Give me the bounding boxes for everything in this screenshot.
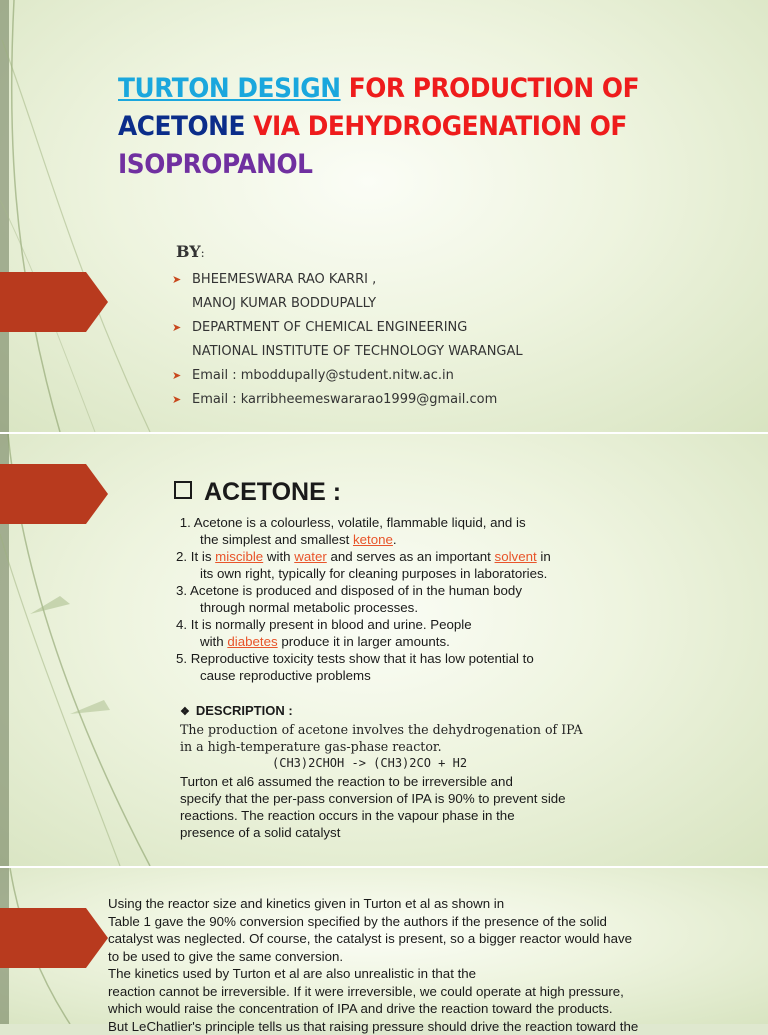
list-item: ➤ DEPARTMENT OF CHEMICAL ENGINEERING: [172, 316, 523, 340]
solvent-link[interactable]: solvent: [494, 549, 537, 564]
list-item: MANOJ KUMAR BODDUPALLY: [192, 296, 377, 311]
list-item: its own right, typically for cleaning purposes in laboratories.: [200, 566, 548, 581]
list-item: 4. It is normally present in blood and urine. People: [176, 617, 472, 632]
author-list: [172, 268, 523, 412]
reaction-equation: (CH3)2CHOH -> (CH3)2CO + H2: [272, 756, 468, 770]
list-item: cause reproductive problems: [200, 668, 371, 683]
title-part-turton: TURTON DESIGN: [118, 73, 341, 104]
list-item: 2. It is miscible with water and serves as an important solvent in: [176, 549, 551, 564]
slide-3-paragraph: Using the reactor size and kinetics given in Turton et al as shown in Table 1 gave the 90% conversion specified by the authors if the presence of the solid catalyst was neglected. Of course, the catalyst is present, so a bigger reactor would have to be used to give the same conversion. The kinetics used by Turton et al are also unrealistic in that the reaction cannot be irreversible. If it were irreversible, we could operate at high pressure, which would raise the concentration of IPA and drive the reaction toward the products. But LeChatlier's principle tells us that raising pressure should drive the reaction toward the: [108, 896, 639, 1034]
title-part-dehydrogenation: VIA DEHYDROGENATION OF: [245, 111, 627, 142]
diabetes-link[interactable]: diabetes: [227, 634, 278, 649]
list-item: 5. Reproductive toxicity tests show that it has low potential to: [176, 651, 534, 666]
ketone-link[interactable]: ketone: [352, 532, 393, 547]
slide-tag-shape: [0, 908, 108, 968]
title-part-isopropanol: ISOPROPANOL: [118, 149, 313, 180]
list-item: ➤ BHEEMESWARA RAO KARRI ,: [172, 268, 523, 292]
arrow-bullet-icon: ➤: [172, 393, 182, 406]
list-item: NATIONAL INSTITUTE OF TECHNOLOGY WARANGAL: [192, 344, 523, 359]
checkbox-bullet-icon: [174, 481, 192, 499]
list-item: 1. Acetone is a colourless, volatile, flammable liquid, and is: [179, 515, 526, 530]
list-item: ➤ Email : mboddupally@student.nitw.ac.in: [172, 364, 523, 388]
water-link[interactable]: water: [294, 549, 327, 564]
diamond-bullet-icon: ❖: [180, 706, 190, 718]
slide-1: [0, 0, 768, 432]
title-part-acetone: ACETONE: [118, 111, 246, 142]
slide-tag-shape: [0, 272, 108, 332]
description-heading: ❖ DESCRIPTION :: [180, 703, 293, 718]
list-item: 3. Acetone is produced and disposed of in the human body: [176, 583, 522, 598]
slide-tag-shape: [0, 464, 108, 524]
arrow-bullet-icon: ➤: [172, 369, 182, 382]
title-part-production: FOR PRODUCTION OF: [340, 73, 640, 104]
by-label: BY:: [176, 242, 205, 261]
description-text-continued: Turton et al6 assumed the reaction to be irreversible and specify that the per-pass conversion of IPA is 90% to prevent side reactions. The reaction occurs in the vapour phase in the presence of a solid catalyst: [180, 774, 566, 840]
section-heading: ACETONE :: [174, 478, 341, 507]
list-item: through normal metabolic processes.: [200, 600, 419, 615]
list-item: with diabetes produce it in larger amounts.: [200, 634, 450, 649]
vine-decoration: [0, 0, 160, 432]
acetone-facts-list: [176, 514, 646, 684]
list-item: ➤ Email : karribheemeswararao1999@gmail.com: [172, 388, 523, 412]
arrow-bullet-icon: ➤: [172, 273, 182, 286]
list-item: the simplest and smallest ketone.: [200, 532, 397, 547]
slide-title: [118, 70, 688, 184]
arrow-bullet-icon: ➤: [172, 321, 182, 334]
description-text: The production of acetone involves the dehydrogenation of IPA in a high-temperature gas-phase reactor.: [180, 722, 583, 754]
miscible-link[interactable]: miscible: [215, 549, 264, 564]
